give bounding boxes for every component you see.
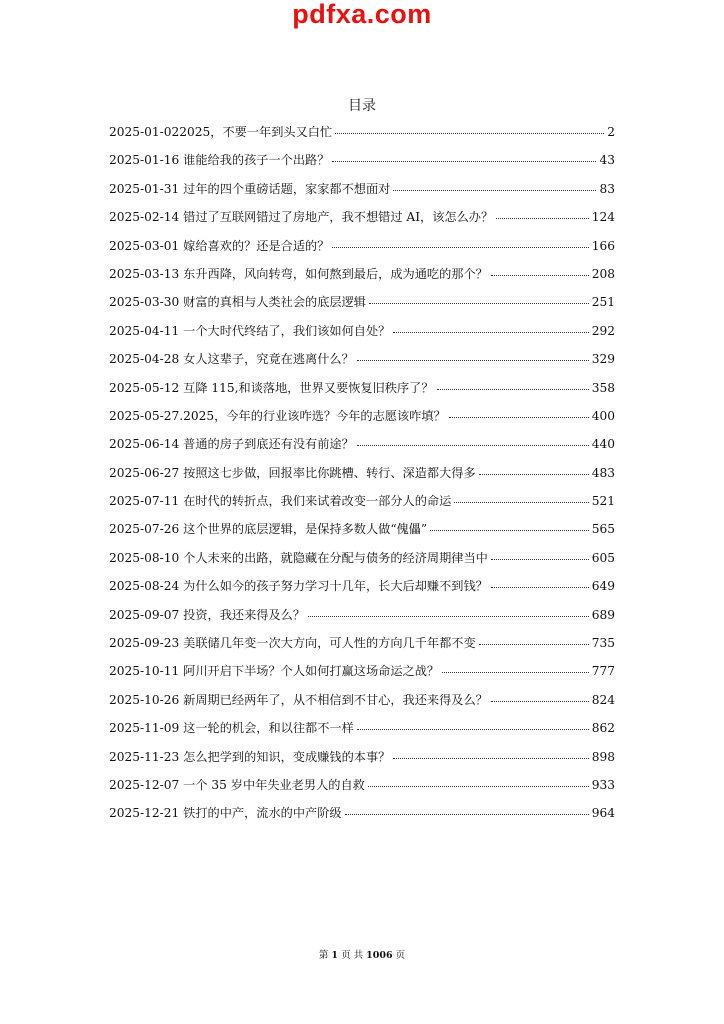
toc-entry[interactable] bbox=[109, 549, 615, 577]
toc-entry-page-number[interactable]: 43 bbox=[599, 153, 615, 168]
toc-entry-title[interactable]: 2025-01-31 过年的四个重磅话题，家家都不想面对 bbox=[109, 181, 391, 196]
dot-leader bbox=[479, 474, 589, 475]
toc-entry[interactable] bbox=[109, 719, 615, 747]
toc-entry-page-number[interactable]: 898 bbox=[591, 749, 615, 764]
toc-entry-title[interactable]: 2025-10-11 阿川开启下半场？个人如何打赢这场命运之战？ bbox=[109, 664, 440, 679]
toc-entry[interactable] bbox=[109, 208, 615, 236]
toc-entry-page-number[interactable]: 400 bbox=[591, 408, 615, 423]
toc-entry-title[interactable]: 2025-07-26 这个世界的底层逻辑，是保持多数人做“傀儡” bbox=[109, 522, 428, 537]
toc-entry[interactable] bbox=[109, 464, 615, 492]
footer-suffix: 页 bbox=[395, 950, 406, 961]
toc-entry-page-number[interactable]: 329 bbox=[591, 352, 615, 367]
watermark-logo: pdfxa.com bbox=[292, 0, 432, 29]
toc-entry[interactable] bbox=[109, 492, 615, 520]
toc-entry[interactable] bbox=[109, 776, 615, 804]
dot-leader bbox=[357, 729, 589, 730]
toc-entry[interactable] bbox=[109, 407, 615, 435]
toc-entry[interactable] bbox=[109, 577, 615, 605]
dot-leader bbox=[491, 701, 589, 702]
toc-entry-title[interactable]: 2025-02-14 错过了互联网错过了房地产，我不想错过 AI，该怎么办？ bbox=[109, 210, 494, 225]
toc-entry-title[interactable]: 2025-06-14 普通的房子到底还有没有前途？ bbox=[109, 437, 354, 452]
toc-entry[interactable] bbox=[109, 804, 615, 832]
toc-entry[interactable] bbox=[109, 237, 615, 265]
toc-entry-page-number[interactable]: 358 bbox=[591, 380, 615, 395]
toc-entry-page-number[interactable]: 605 bbox=[591, 550, 615, 565]
toc-entry-page-number[interactable]: 124 bbox=[591, 210, 615, 225]
toc-entry[interactable] bbox=[109, 180, 615, 208]
dot-leader bbox=[368, 786, 589, 787]
toc-entry[interactable] bbox=[109, 379, 615, 407]
dot-leader bbox=[335, 133, 604, 134]
dot-leader bbox=[442, 672, 589, 673]
toc-entry-page-number[interactable]: 208 bbox=[591, 266, 615, 281]
toc-entry-title[interactable]: 2025-01-022025，不要一年到头又白忙 bbox=[109, 125, 333, 139]
toc-entry-title[interactable]: 2025-11-23 怎么把学到的知识，变成赚钱的本事？ bbox=[109, 749, 391, 764]
toc-entry-page-number[interactable]: 292 bbox=[591, 323, 615, 338]
toc-entry[interactable] bbox=[109, 151, 615, 179]
toc-entry[interactable] bbox=[109, 322, 615, 350]
dot-leader bbox=[393, 758, 588, 759]
dot-leader bbox=[437, 389, 589, 390]
dot-leader bbox=[345, 814, 589, 815]
dot-leader bbox=[308, 616, 589, 617]
toc-entry-page-number[interactable]: 166 bbox=[591, 238, 615, 253]
toc-entry-title[interactable]: 2025-08-24 为什么如今的孩子努力学习十几年，长大后却赚不到钱？ bbox=[109, 579, 488, 594]
dot-leader bbox=[449, 417, 589, 418]
dot-leader bbox=[454, 502, 588, 503]
toc-entry-title[interactable]: 2025-05-27.2025，今年的行业该咋选？今年的志愿该咋填？ bbox=[109, 408, 446, 423]
dot-leader bbox=[491, 275, 589, 276]
toc-entry[interactable] bbox=[109, 748, 615, 776]
toc-entry-title[interactable]: 2025-06-27 按照这七步做，回报率比你跳槽、转行、深造都大得多 bbox=[109, 465, 476, 480]
toc-entry[interactable] bbox=[109, 691, 615, 719]
toc-list bbox=[109, 123, 615, 833]
toc-entry-title[interactable]: 2025-09-23 美联储几年变一次大方向，可人性的方向几千年都不变 bbox=[109, 636, 476, 651]
page-footer bbox=[0, 949, 724, 963]
toc-entry-title[interactable]: 2025-11-09 这一轮的机会，和以往都不一样 bbox=[109, 721, 354, 736]
toc-entry[interactable] bbox=[109, 265, 615, 293]
dot-leader bbox=[491, 559, 589, 560]
toc-entry[interactable] bbox=[109, 662, 615, 690]
toc-entry-title[interactable]: 2025-07-11 在时代的转折点，我们来试着改变一部分人的命运 bbox=[109, 494, 452, 509]
toc-entry-page-number[interactable]: 649 bbox=[591, 579, 615, 594]
toc-entry-title[interactable]: 2025-12-07 一个 35 岁中年失业老男人的自救 bbox=[109, 777, 365, 792]
toc-entry-page-number[interactable]: 440 bbox=[591, 437, 615, 452]
dot-leader bbox=[357, 445, 589, 446]
dot-leader bbox=[479, 644, 589, 645]
toc-entry-page-number[interactable]: 933 bbox=[591, 777, 615, 792]
toc-entry-title[interactable]: 2025-09-07 投资，我还来得及么？ bbox=[109, 607, 306, 622]
dot-leader bbox=[393, 332, 588, 333]
toc-entry-page-number[interactable]: 83 bbox=[599, 181, 615, 196]
footer-prefix: 第 bbox=[318, 950, 329, 961]
footer-middle: 页 共 bbox=[341, 950, 364, 961]
dot-leader bbox=[430, 530, 589, 531]
toc-entry-title[interactable]: 2025-03-13 东升西降，风向转弯，如何熬到最后，成为通吃的那个？ bbox=[109, 266, 488, 281]
toc-entry[interactable] bbox=[109, 520, 615, 548]
toc-entry-page-number[interactable]: 251 bbox=[591, 295, 615, 310]
toc-entry[interactable] bbox=[109, 293, 615, 321]
toc-entry-page-number[interactable]: 483 bbox=[591, 465, 615, 480]
dot-leader bbox=[332, 247, 588, 248]
toc-entry-page-number[interactable]: 964 bbox=[591, 806, 615, 821]
toc-entry[interactable] bbox=[109, 123, 615, 151]
toc-entry-page-number[interactable]: 735 bbox=[591, 636, 615, 651]
toc-entry[interactable] bbox=[109, 634, 615, 662]
footer-current-page: 1 bbox=[331, 950, 339, 961]
dot-leader bbox=[369, 303, 589, 304]
toc-entry[interactable] bbox=[109, 350, 615, 378]
toc-entry-page-number[interactable]: 862 bbox=[591, 721, 615, 736]
toc-entry[interactable] bbox=[109, 435, 615, 463]
toc-entry-title[interactable]: 2025-05-12 互降 115,和谈落地，世界又要恢复旧秩序了？ bbox=[109, 380, 434, 395]
toc-entry-title[interactable]: 2025-12-21 铁打的中产，流水的中产阶级 bbox=[109, 806, 342, 821]
dot-leader bbox=[491, 587, 589, 588]
toc-entry-page-number[interactable]: 824 bbox=[591, 692, 615, 707]
toc-entry-title[interactable]: 2025-10-26 新周期已经两年了，从不相信到不甘心，我还来得及么？ bbox=[109, 692, 488, 707]
toc-entry-title[interactable]: 2025-01-16 谁能给我的孩子一个出路？ bbox=[109, 153, 330, 168]
toc-entry-title[interactable]: 2025-04-28 女人这辈子，究竟在逃离什么？ bbox=[109, 352, 354, 367]
toc-title: 目录 bbox=[348, 98, 376, 114]
toc-entry-title[interactable]: 2025-08-10 个人未来的出路，就隐藏在分配与债务的经济周期律当中 bbox=[109, 550, 488, 565]
toc-entry-page-number[interactable]: 521 bbox=[591, 494, 615, 509]
toc-entry-page-number[interactable]: 689 bbox=[591, 607, 615, 622]
toc-entry-title[interactable]: 2025-03-01 嫁给喜欢的？还是合适的？ bbox=[109, 238, 330, 253]
toc-entry-title[interactable]: 2025-03-30 财富的真相与人类社会的底层逻辑 bbox=[109, 295, 366, 310]
dot-leader bbox=[357, 360, 589, 361]
toc-entry-title[interactable]: 2025-04-11 一个大时代终结了，我们该如何自处？ bbox=[109, 323, 391, 338]
footer-total-pages: 1006 bbox=[366, 950, 393, 961]
toc-entry-page-number[interactable]: 565 bbox=[591, 522, 615, 537]
dot-leader bbox=[393, 190, 596, 191]
dot-leader bbox=[496, 218, 589, 219]
toc-entry-page-number[interactable]: 777 bbox=[591, 664, 615, 679]
toc-entry[interactable] bbox=[109, 606, 615, 634]
toc-entry-page-number[interactable]: 2 bbox=[607, 125, 615, 139]
dot-leader bbox=[332, 161, 596, 162]
